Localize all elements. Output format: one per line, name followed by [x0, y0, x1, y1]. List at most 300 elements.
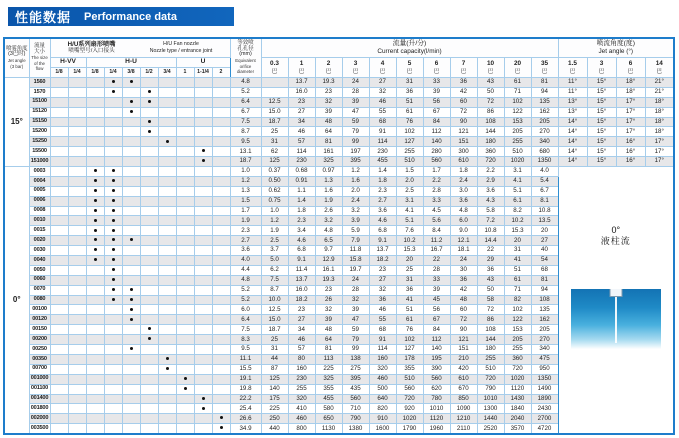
flow-value: 151: [450, 345, 477, 355]
table-body: [4, 78, 674, 435]
flow-value: 12.9: [315, 256, 342, 266]
flow-value: 610: [450, 157, 477, 167]
joint-available-dot-icon: [166, 140, 169, 143]
flow-value: 18.2: [288, 295, 315, 305]
joint-cell: [194, 176, 212, 186]
header-text: (3 bar): [10, 63, 24, 69]
joint-available-dot-icon: [130, 308, 133, 311]
flow-value: 2.4: [450, 176, 477, 186]
joint-cell: [86, 315, 104, 325]
flow-value: 61: [396, 315, 423, 325]
flow-value: 5.1: [396, 216, 423, 226]
jet-angle-value: 11°: [558, 78, 587, 88]
header-text: flow: [35, 66, 44, 72]
flow-value: 23: [288, 305, 315, 315]
joint-cell: [86, 256, 104, 266]
flow-value: 175: [261, 394, 288, 404]
flow-value: 18.7: [261, 325, 288, 335]
model-number: 0010: [29, 216, 50, 226]
table-row: [4, 127, 674, 137]
joint-cell: [122, 335, 140, 345]
flow-value: 2110: [450, 424, 477, 434]
flow-value: 325: [315, 374, 342, 384]
flow-value: 255: [396, 147, 423, 157]
joint-available-dot-icon: [166, 357, 169, 360]
joint-cell: [86, 236, 104, 246]
model-number: 0005: [29, 186, 50, 196]
col-header-jet-angle: [4, 38, 29, 78]
flow-value: 28: [342, 87, 369, 97]
joint-cell: [68, 176, 86, 186]
joint-cell: [86, 167, 104, 177]
joint-cell: [194, 305, 212, 315]
model-number: 0050: [29, 265, 50, 275]
joint-cell: [50, 216, 68, 226]
joint-cell: [68, 226, 86, 236]
joint-cell: [68, 167, 86, 177]
flow-value: 23: [288, 97, 315, 107]
flow-value: 39: [315, 315, 342, 325]
flow-value: 114: [369, 345, 396, 355]
joint-cell: [86, 285, 104, 295]
flow-value: 0.97: [315, 167, 342, 177]
joint-available-dot-icon: [202, 397, 205, 400]
joint-cell: [140, 305, 158, 315]
joint-cell: [176, 295, 194, 305]
size-header: 2: [212, 68, 230, 78]
joint-cell: [122, 305, 140, 315]
model-number: 0030: [29, 246, 50, 256]
joint-cell: [140, 216, 158, 226]
series-header-hu: H-U: [86, 58, 176, 68]
header-row-series: [4, 58, 674, 68]
joint-cell: [176, 176, 194, 186]
joint-cell: [140, 167, 158, 177]
flow-value: 121: [450, 335, 477, 345]
jet-angle-value: 14°: [558, 117, 587, 127]
joint-cell: [122, 196, 140, 206]
joint-cell: [86, 97, 104, 107]
flow-value: 710: [342, 404, 369, 414]
joint-cell: [68, 127, 86, 137]
joint-cell: [50, 384, 68, 394]
flow-value: 51: [504, 265, 531, 275]
joint-cell: [122, 117, 140, 127]
joint-available-dot-icon: [112, 90, 115, 93]
flow-value: 410: [288, 404, 315, 414]
joint-cell: [104, 285, 122, 295]
flow-value: 560: [396, 384, 423, 394]
pressure-header: [342, 58, 369, 78]
joint-cell: [122, 87, 140, 97]
flow-value: 6.7: [531, 186, 558, 196]
joint-cell: [212, 107, 230, 117]
bar-unit: 巴: [514, 68, 521, 75]
joint-cell: [122, 97, 140, 107]
flow-value: 72: [450, 107, 477, 117]
joint-cell: [50, 196, 68, 206]
joint-cell: [104, 325, 122, 335]
orifice-value: 1.0: [230, 167, 261, 177]
flow-value: 1350: [531, 374, 558, 384]
jet-angle-value: 15°: [587, 147, 616, 157]
orifice-value: 6.7: [230, 107, 261, 117]
flow-value: 39: [423, 285, 450, 295]
flow-value: 13.7: [288, 78, 315, 88]
flow-value: 13.5: [531, 216, 558, 226]
flow-value: 1.8: [288, 206, 315, 216]
flow-value: 56: [423, 305, 450, 315]
joint-cell: [140, 176, 158, 186]
pressure-value: 1: [299, 59, 304, 67]
jet-angle-value: 17°: [616, 117, 645, 127]
flow-value: 6.5: [315, 236, 342, 246]
joint-cell: [68, 265, 86, 275]
flow-value: 340: [531, 137, 558, 147]
flow-value: 10.8: [477, 226, 504, 236]
joint-cell: [140, 78, 158, 88]
joint-cell: [140, 87, 158, 97]
joint-cell: [68, 354, 86, 364]
flow-value: 36: [477, 265, 504, 275]
flow-value: 114: [369, 137, 396, 147]
flow-value: 68: [369, 117, 396, 127]
flow-value: 135: [531, 305, 558, 315]
flow-value: 640: [369, 394, 396, 404]
flow-value: 320: [369, 364, 396, 374]
joint-cell: [86, 345, 104, 355]
flow-value: 43: [477, 275, 504, 285]
flow-value: 23: [315, 285, 342, 295]
joint-cell: [86, 414, 104, 424]
flow-value: 41: [396, 295, 423, 305]
flow-value: 1300: [477, 404, 504, 414]
flow-value: 27: [369, 275, 396, 285]
joint-cell: [122, 295, 140, 305]
joint-cell: [50, 246, 68, 256]
joint-cell: [68, 305, 86, 315]
header-text: of the: [34, 60, 45, 66]
joint-cell: [140, 127, 158, 137]
joint-cell: [176, 315, 194, 325]
orifice-value: 1.3: [230, 186, 261, 196]
joint-cell: [104, 305, 122, 315]
joint-cell: [140, 374, 158, 384]
joint-cell: [194, 186, 212, 196]
model-number: 00200: [29, 335, 50, 345]
flow-value: 71: [504, 285, 531, 295]
joint-cell: [176, 325, 194, 335]
orifice-value: 9.5: [230, 137, 261, 147]
size-header: 1/2: [140, 68, 158, 78]
flow-value: 31: [261, 137, 288, 147]
joint-cell: [212, 325, 230, 335]
size-header: 3/8: [122, 68, 140, 78]
flow-value: 2.3: [369, 186, 396, 196]
flow-value: 24: [342, 78, 369, 88]
joint-cell: [158, 325, 176, 335]
flow-value: 61: [396, 107, 423, 117]
joint-available-dot-icon: [112, 189, 115, 192]
orifice-value: 4.0: [230, 256, 261, 266]
joint-cell: [68, 364, 86, 374]
joint-cell: [50, 404, 68, 414]
joint-cell: [86, 265, 104, 275]
joint-cell: [86, 295, 104, 305]
flow-value: 650: [315, 414, 342, 424]
flow-value: 435: [342, 384, 369, 394]
jet-angle-value: 15°: [587, 87, 616, 97]
flow-value: 12.1: [450, 236, 477, 246]
joint-cell: [158, 87, 176, 97]
flow-value: 3.1: [396, 196, 423, 206]
flow-value: 360: [477, 147, 504, 157]
flow-value: 3.6: [450, 196, 477, 206]
joint-cell: [104, 424, 122, 434]
joint-cell: [140, 364, 158, 374]
joint-cell: [212, 364, 230, 374]
flow-value: 32: [369, 87, 396, 97]
jet-angle-value: 16°: [616, 157, 645, 167]
orifice-value: 8.3: [230, 335, 261, 345]
flow-value: 1890: [531, 394, 558, 404]
joint-available-dot-icon: [166, 367, 169, 370]
pressure-value: 10: [486, 59, 495, 67]
joint-cell: [50, 97, 68, 107]
bar-unit: 巴: [460, 68, 467, 75]
joint-cell: [212, 117, 230, 127]
flow-value: 1.4: [369, 167, 396, 177]
flow-value: 56: [423, 97, 450, 107]
flow-value: 19.3: [315, 78, 342, 88]
flow-value: 325: [315, 157, 342, 167]
joint-cell: [122, 265, 140, 275]
joint-cell: [122, 404, 140, 414]
pressure-value: 6: [434, 59, 439, 67]
flow-value: 29: [477, 256, 504, 266]
flow-value: 5.8: [477, 206, 504, 216]
joint-cell: [68, 384, 86, 394]
jet-angle-value: 18°: [645, 97, 674, 107]
joint-cell: [212, 87, 230, 97]
joint-cell: [194, 394, 212, 404]
joint-cell: [50, 157, 68, 167]
table-row: [4, 107, 674, 117]
flow-value: 1.4: [288, 196, 315, 206]
flow-value: 18.2: [369, 256, 396, 266]
joint-cell: [194, 345, 212, 355]
orifice-value: 3.6: [230, 246, 261, 256]
flow-value: 46: [369, 305, 396, 315]
flow-value: 46: [369, 97, 396, 107]
flow-value: 94: [531, 87, 558, 97]
flow-value: 2.2: [477, 167, 504, 177]
flow-value: 3.3: [423, 196, 450, 206]
joint-cell: [176, 404, 194, 414]
flow-value: 275: [342, 364, 369, 374]
model-number: 00120: [29, 315, 50, 325]
model-number: 003500: [29, 424, 50, 434]
flow-value: 510: [477, 364, 504, 374]
joint-cell: [86, 117, 104, 127]
joint-cell: [140, 256, 158, 266]
joint-cell: [86, 196, 104, 206]
joint-cell: [158, 236, 176, 246]
flow-value: 67: [423, 315, 450, 325]
flow-value: 24: [342, 275, 369, 285]
pressure-value: 20: [513, 59, 522, 67]
title-bar: [8, 7, 234, 26]
joint-cell: [194, 256, 212, 266]
flow-value: 27: [369, 78, 396, 88]
joint-cell: [122, 424, 140, 434]
joint-cell: [86, 424, 104, 434]
joint-cell: [212, 374, 230, 384]
flow-value: 4.1: [396, 206, 423, 216]
flow-value: 195: [423, 354, 450, 364]
flow-value: 71: [504, 87, 531, 97]
header-text: orifice: [239, 63, 252, 69]
joint-available-dot-icon: [94, 229, 97, 232]
flow-value: 102: [504, 305, 531, 315]
flow-value: 59: [342, 325, 369, 335]
flow-value: 140: [423, 137, 450, 147]
flow-value: 560: [342, 394, 369, 404]
flow-value: 32: [315, 305, 342, 315]
flow-value: 4.5: [423, 206, 450, 216]
flow-value: 13.7: [369, 246, 396, 256]
joint-cell: [68, 147, 86, 157]
joint-cell: [158, 176, 176, 186]
flow-value: 2.5: [261, 236, 288, 246]
flow-value: 5.0: [261, 256, 288, 266]
flow-value: 9.1: [369, 236, 396, 246]
joint-cell: [176, 265, 194, 275]
jet-angle-value: 17°: [616, 127, 645, 137]
joint-cell: [50, 335, 68, 345]
flow-value: 455: [369, 157, 396, 167]
header-text: (3巴时): [8, 51, 26, 58]
joint-cell: [68, 394, 86, 404]
joint-cell: [194, 364, 212, 374]
flow-value: 15.3: [396, 246, 423, 256]
joint-cell: [176, 147, 194, 157]
joint-cell: [212, 147, 230, 157]
jet-angle-value: 14°: [558, 137, 587, 147]
joint-cell: [158, 345, 176, 355]
jet-angle-value: 18°: [645, 127, 674, 137]
joint-cell: [68, 236, 86, 246]
joint-cell: [212, 256, 230, 266]
flow-value: 50: [477, 87, 504, 97]
flow-value: 41: [504, 256, 531, 266]
flow-value: 580: [315, 404, 342, 414]
flow-value: 390: [423, 364, 450, 374]
model-number: 15150: [29, 117, 50, 127]
joint-cell: [104, 196, 122, 206]
flow-value: 81: [315, 345, 342, 355]
bar-unit: 巴: [352, 68, 359, 75]
joint-cell: [50, 186, 68, 196]
flow-value: 460: [369, 374, 396, 384]
model-number: 0004: [29, 176, 50, 186]
flow-value: 122: [504, 107, 531, 117]
header-text: 喷雾角度: [5, 45, 28, 52]
orifice-value: 8.7: [230, 127, 261, 137]
size-header: 3/4: [158, 68, 176, 78]
section-angle-label: 0°: [4, 167, 29, 435]
joint-cell: [86, 325, 104, 335]
flow-value: 108: [477, 117, 504, 127]
joint-cell: [50, 256, 68, 266]
flow-value: 820: [369, 404, 396, 414]
flow-value: 23: [369, 265, 396, 275]
flow-value: 1010: [477, 394, 504, 404]
flow-value: 4.6: [288, 236, 315, 246]
joint-available-dot-icon: [130, 238, 133, 241]
pressure-value: 5: [407, 59, 412, 67]
joint-cell: [86, 246, 104, 256]
joint-cell: [176, 364, 194, 374]
joint-available-dot-icon: [94, 238, 97, 241]
size-header: 1-1/4: [194, 68, 212, 78]
joint-cell: [176, 275, 194, 285]
joint-cell: [212, 97, 230, 107]
joint-cell: [68, 137, 86, 147]
joint-cell: [50, 127, 68, 137]
flow-value: 1130: [315, 424, 342, 434]
flow-value: 500: [369, 384, 396, 394]
table-row: [4, 147, 674, 157]
joint-cell: [158, 256, 176, 266]
model-number: 00350: [29, 354, 50, 364]
flow-value: 320: [288, 394, 315, 404]
joint-cell: [122, 147, 140, 157]
flow-value: 27: [288, 315, 315, 325]
joint-cell: [212, 127, 230, 137]
flow-value: 1020: [396, 414, 423, 424]
flow-value: 5.9: [342, 226, 369, 236]
joint-cell: [122, 414, 140, 424]
bar-unit: 巴: [598, 68, 605, 75]
joint-cell: [176, 354, 194, 364]
flow-value: 32: [369, 285, 396, 295]
flow-value: 3.2: [315, 216, 342, 226]
jet-angle-value: 18°: [645, 117, 674, 127]
header-text: Jet angle (°): [598, 48, 634, 55]
joint-cell: [176, 384, 194, 394]
pressure-value: 14: [655, 59, 663, 67]
flow-value: 3.6: [477, 186, 504, 196]
joint-cell: [158, 354, 176, 364]
joint-available-dot-icon: [148, 100, 151, 103]
flow-value: 2.3: [288, 216, 315, 226]
flow-value: 68: [531, 265, 558, 275]
joint-cell: [158, 305, 176, 315]
flow-value: 7.5: [261, 275, 288, 285]
joint-cell: [140, 295, 158, 305]
jet-angle-value: 15°: [587, 117, 616, 127]
flow-value: 270: [531, 335, 558, 345]
joint-cell: [140, 384, 158, 394]
orifice-value: 1.2: [230, 176, 261, 186]
series-header-u: U: [176, 58, 230, 68]
pressure-header: [369, 58, 396, 78]
joint-cell: [176, 196, 194, 206]
joint-cell: [212, 285, 230, 295]
joint-cell: [50, 414, 68, 424]
flow-value: 1600: [369, 424, 396, 434]
